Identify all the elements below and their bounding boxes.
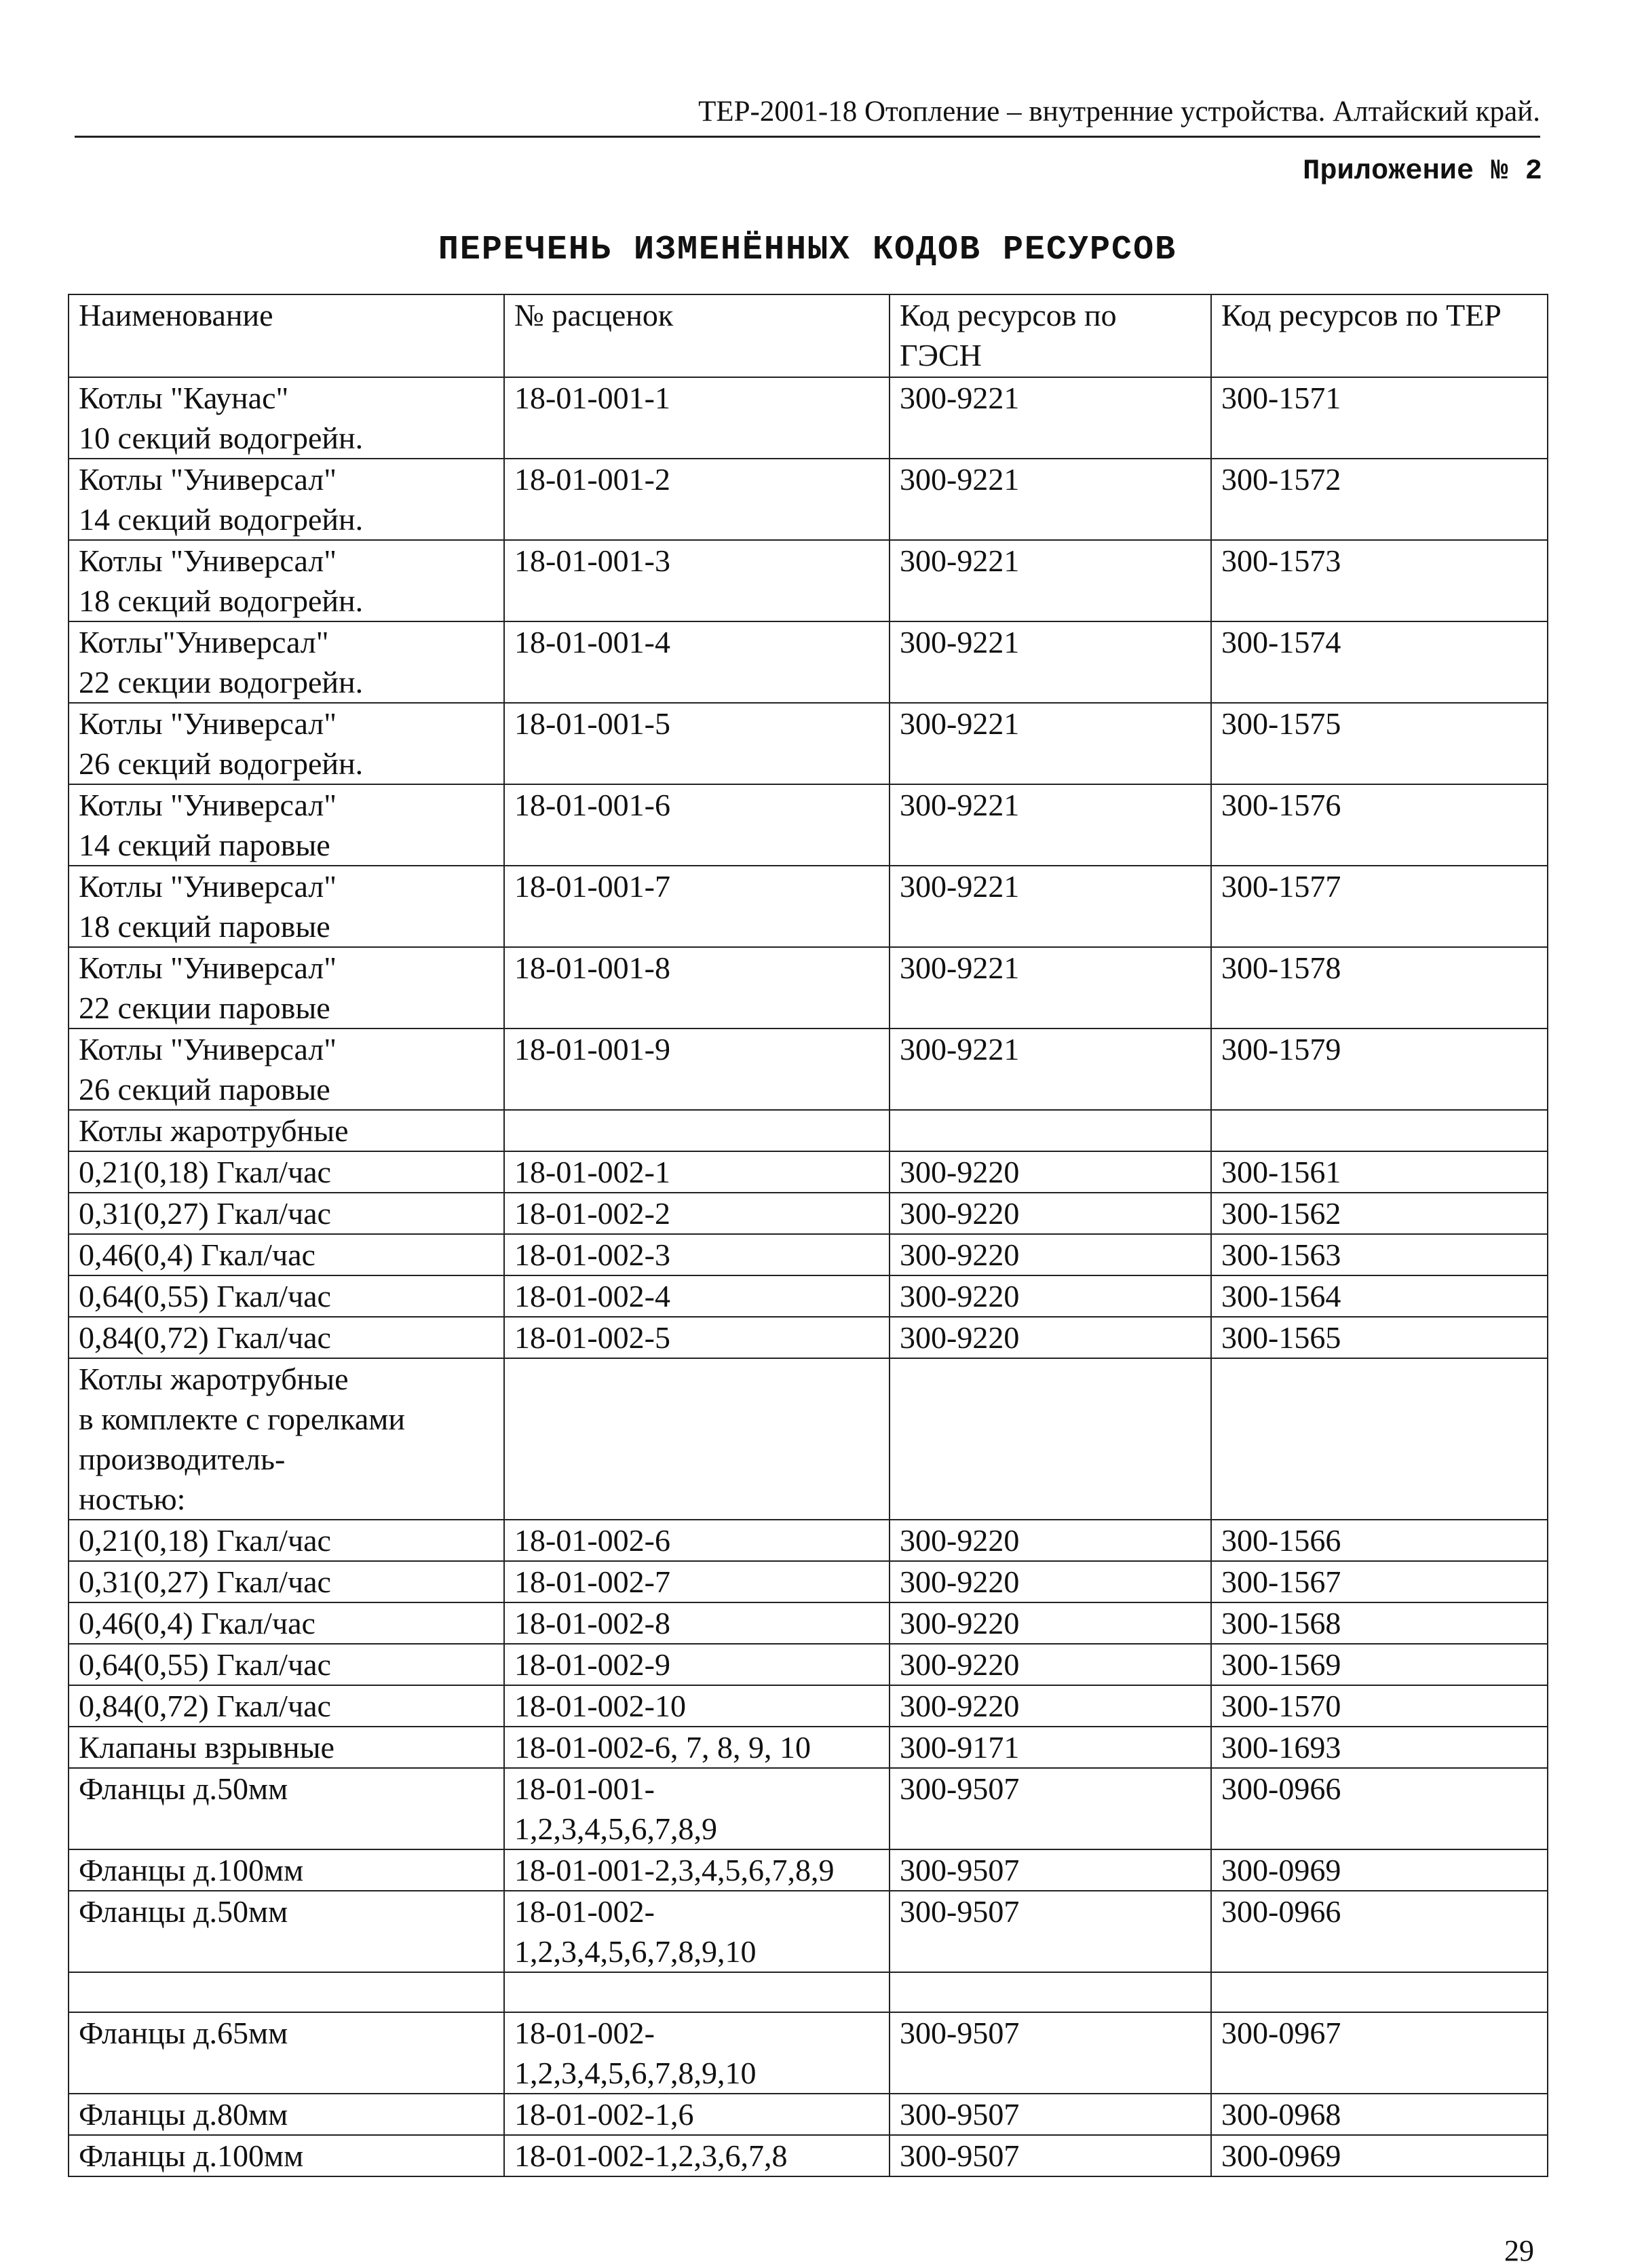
cell-name: Котлы "Каунас" 10 секций водогрейн. bbox=[69, 377, 504, 459]
cell-rate-number: 18-01-001-1 bbox=[504, 377, 890, 459]
table-row bbox=[69, 947, 1548, 1029]
cell-name: Фланцы д.65мм bbox=[69, 2012, 504, 2094]
cell-ter-code: 300-1572 bbox=[1211, 459, 1548, 540]
cell-name: Фланцы д.100мм bbox=[69, 2135, 504, 2176]
column-header-rate-number: № расценок bbox=[504, 294, 890, 377]
cell-ter-code: 300-1574 bbox=[1211, 621, 1548, 703]
cell-name: Котлы "Универсал" 26 секций водогрейн. bbox=[69, 703, 504, 784]
cell-gesn-code: 300-9221 bbox=[890, 621, 1211, 703]
cell-gesn-code: 300-9220 bbox=[890, 1234, 1211, 1275]
cell-ter-code: 300-1570 bbox=[1211, 1685, 1548, 1727]
cell-gesn-code: 300-9220 bbox=[890, 1151, 1211, 1193]
table-row bbox=[69, 1727, 1548, 1768]
cell-ter-code bbox=[1211, 1358, 1548, 1520]
table-row bbox=[69, 1317, 1548, 1358]
cell-gesn-code: 300-9220 bbox=[890, 1602, 1211, 1644]
cell-ter-code: 300-0966 bbox=[1211, 1891, 1548, 1972]
cell-rate-number: 18-01-001-8 bbox=[504, 947, 890, 1029]
cell-rate-number: 18-01-001-7 bbox=[504, 866, 890, 947]
cell-gesn-code: 300-9507 bbox=[890, 1768, 1211, 1849]
page-title: ПЕРЕЧЕНЬ ИЗМЕНЁННЫХ КОДОВ РЕСУРСОВ bbox=[438, 231, 1177, 269]
table-row bbox=[69, 1644, 1548, 1685]
cell-gesn-code: 300-9171 bbox=[890, 1727, 1211, 1768]
cell-name: Котлы "Универсал" 14 секций паровые bbox=[69, 784, 504, 866]
cell-ter-code: 300-1579 bbox=[1211, 1029, 1548, 1110]
cell-gesn-code: 300-9220 bbox=[890, 1317, 1211, 1358]
cell-ter-code: 300-1576 bbox=[1211, 784, 1548, 866]
cell-rate-number: 18-01-001-6 bbox=[504, 784, 890, 866]
cell-ter-code: 300-0967 bbox=[1211, 2012, 1548, 2094]
cell-name: 0,31(0,27) Гкал/час bbox=[69, 1193, 504, 1234]
cell-rate-number bbox=[504, 1358, 890, 1520]
cell-gesn-code: 300-9221 bbox=[890, 540, 1211, 621]
cell-ter-code: 300-1563 bbox=[1211, 1234, 1548, 1275]
table-row bbox=[69, 2135, 1548, 2176]
cell-gesn-code: 300-9220 bbox=[890, 1275, 1211, 1317]
cell-gesn-code: 300-9220 bbox=[890, 1644, 1211, 1685]
table-row bbox=[69, 866, 1548, 947]
cell-rate-number: 18-01-002-3 bbox=[504, 1234, 890, 1275]
cell-rate-number: 18-01-001-2 bbox=[504, 459, 890, 540]
table-body bbox=[69, 377, 1548, 2176]
cell-rate-number: 18-01-002-6, 7, 8, 9, 10 bbox=[504, 1727, 890, 1768]
cell-name: Фланцы д.50мм bbox=[69, 1891, 504, 1972]
cell-rate-number bbox=[504, 1972, 890, 2012]
cell-name: 0,64(0,55) Гкал/час bbox=[69, 1644, 504, 1685]
cell-ter-code: 300-1567 bbox=[1211, 1561, 1548, 1602]
cell-rate-number: 18-01-002-4 bbox=[504, 1275, 890, 1317]
cell-rate-number: 18-01-001-9 bbox=[504, 1029, 890, 1110]
cell-name: Фланцы д.50мм bbox=[69, 1768, 504, 1849]
header-rule bbox=[75, 95, 1540, 138]
cell-gesn-code: 300-9507 bbox=[890, 1849, 1211, 1891]
cell-name: Котлы "Универсал" 14 секций водогрейн. bbox=[69, 459, 504, 540]
cell-rate-number: 18-01-002-1,6 bbox=[504, 2094, 890, 2135]
cell-name: Котлы "Универсал" 18 секций паровые bbox=[69, 866, 504, 947]
cell-name: Фланцы д.80мм bbox=[69, 2094, 504, 2135]
table-row bbox=[69, 1849, 1548, 1891]
cell-ter-code: 300-1575 bbox=[1211, 703, 1548, 784]
cell-ter-code: 300-1569 bbox=[1211, 1644, 1548, 1685]
table-row bbox=[69, 1029, 1548, 1110]
cell-gesn-code: 300-9221 bbox=[890, 377, 1211, 459]
table-row bbox=[69, 459, 1548, 540]
table-header-row bbox=[69, 294, 1548, 377]
column-header-gesn-code: Код ресурсов по ГЭСН bbox=[890, 294, 1211, 377]
cell-rate-number: 18-01-002-1 bbox=[504, 1151, 890, 1193]
cell-rate-number: 18-01-002-9 bbox=[504, 1644, 890, 1685]
cell-name: Котлы "Универсал" 26 секций паровые bbox=[69, 1029, 504, 1110]
table-row bbox=[69, 1602, 1548, 1644]
cell-gesn-code: 300-9221 bbox=[890, 784, 1211, 866]
cell-gesn-code: 300-9220 bbox=[890, 1520, 1211, 1561]
cell-name: Клапаны взрывные bbox=[69, 1727, 504, 1768]
cell-ter-code: 300-1578 bbox=[1211, 947, 1548, 1029]
cell-name: 0,64(0,55) Гкал/час bbox=[69, 1275, 504, 1317]
cell-rate-number: 18-01-002- 1,2,3,4,5,6,7,8,9,10 bbox=[504, 1891, 890, 1972]
running-title: ТЕР-2001-18 Отопление – внутренние устройства. Алтайский край. bbox=[698, 96, 1540, 128]
table-row bbox=[69, 540, 1548, 621]
cell-name: Фланцы д.100мм bbox=[69, 1849, 504, 1891]
cell-name: Котлы "Универсал" 22 секции паровые bbox=[69, 947, 504, 1029]
column-header-name: Наименование bbox=[69, 294, 504, 377]
cell-name: 0,21(0,18) Гкал/час bbox=[69, 1520, 504, 1561]
cell-gesn-code: 300-9220 bbox=[890, 1561, 1211, 1602]
appendix-label: Приложение № 2 bbox=[1303, 155, 1542, 187]
cell-rate-number: 18-01-001-5 bbox=[504, 703, 890, 784]
cell-ter-code bbox=[1211, 1972, 1548, 2012]
cell-rate-number: 18-01-002-10 bbox=[504, 1685, 890, 1727]
cell-ter-code: 300-1693 bbox=[1211, 1727, 1548, 1768]
table-row bbox=[69, 1275, 1548, 1317]
cell-ter-code: 300-1577 bbox=[1211, 866, 1548, 947]
cell-ter-code: 300-1565 bbox=[1211, 1317, 1548, 1358]
table-row bbox=[69, 1110, 1548, 1151]
column-header-ter-code: Код ресурсов по ТЕР bbox=[1211, 294, 1548, 377]
table-row bbox=[69, 1891, 1548, 1972]
resource-codes-table bbox=[68, 294, 1548, 2177]
cell-name: 0,46(0,4) Гкал/час bbox=[69, 1602, 504, 1644]
cell-rate-number: 18-01-001-2,3,4,5,6,7,8,9 bbox=[504, 1849, 890, 1891]
cell-rate-number: 18-01-002-1,2,3,6,7,8 bbox=[504, 2135, 890, 2176]
cell-gesn-code: 300-9221 bbox=[890, 947, 1211, 1029]
table-row bbox=[69, 1685, 1548, 1727]
cell-name: Котлы жаротрубные в комплекте с горелками производитель- ностью: bbox=[69, 1358, 504, 1520]
cell-name: 0,21(0,18) Гкал/час bbox=[69, 1151, 504, 1193]
cell-rate-number: 18-01-002- 1,2,3,4,5,6,7,8,9,10 bbox=[504, 2012, 890, 2094]
table-row bbox=[69, 784, 1548, 866]
table-row bbox=[69, 2094, 1548, 2135]
cell-ter-code: 300-1573 bbox=[1211, 540, 1548, 621]
cell-ter-code bbox=[1211, 1110, 1548, 1151]
table-row bbox=[69, 1193, 1548, 1234]
cell-gesn-code: 300-9220 bbox=[890, 1685, 1211, 1727]
cell-rate-number bbox=[504, 1110, 890, 1151]
table-row bbox=[69, 377, 1548, 459]
cell-gesn-code: 300-9507 bbox=[890, 2135, 1211, 2176]
cell-name: Котлы жаротрубные bbox=[69, 1110, 504, 1151]
cell-ter-code: 300-1564 bbox=[1211, 1275, 1548, 1317]
cell-gesn-code: 300-9221 bbox=[890, 1029, 1211, 1110]
cell-ter-code: 300-1568 bbox=[1211, 1602, 1548, 1644]
cell-name: Котлы"Универсал" 22 секции водогрейн. bbox=[69, 621, 504, 703]
table-row bbox=[69, 703, 1548, 784]
cell-ter-code: 300-1562 bbox=[1211, 1193, 1548, 1234]
cell-ter-code: 300-1571 bbox=[1211, 377, 1548, 459]
cell-ter-code: 300-0968 bbox=[1211, 2094, 1548, 2135]
table-row bbox=[69, 1234, 1548, 1275]
cell-gesn-code bbox=[890, 1110, 1211, 1151]
cell-rate-number: 18-01-001- 1,2,3,4,5,6,7,8,9 bbox=[504, 1768, 890, 1849]
cell-ter-code: 300-0966 bbox=[1211, 1768, 1548, 1849]
cell-rate-number: 18-01-002-8 bbox=[504, 1602, 890, 1644]
cell-gesn-code: 300-9221 bbox=[890, 866, 1211, 947]
cell-gesn-code: 300-9507 bbox=[890, 1891, 1211, 1972]
table-row bbox=[69, 2012, 1548, 2094]
cell-rate-number: 18-01-002-6 bbox=[504, 1520, 890, 1561]
cell-ter-code: 300-1566 bbox=[1211, 1520, 1548, 1561]
table-row bbox=[69, 1768, 1548, 1849]
table-row bbox=[69, 1972, 1548, 2012]
cell-name: 0,84(0,72) Гкал/час bbox=[69, 1317, 504, 1358]
table-row bbox=[69, 1151, 1548, 1193]
table-row bbox=[69, 1561, 1548, 1602]
cell-name: 0,46(0,4) Гкал/час bbox=[69, 1234, 504, 1275]
cell-ter-code: 300-0969 bbox=[1211, 2135, 1548, 2176]
cell-gesn-code: 300-9507 bbox=[890, 2094, 1211, 2135]
cell-gesn-code: 300-9507 bbox=[890, 2012, 1211, 2094]
table-row bbox=[69, 621, 1548, 703]
cell-rate-number: 18-01-001-4 bbox=[504, 621, 890, 703]
cell-rate-number: 18-01-002-2 bbox=[504, 1193, 890, 1234]
cell-gesn-code: 300-9221 bbox=[890, 459, 1211, 540]
cell-gesn-code: 300-9220 bbox=[890, 1193, 1211, 1234]
cell-name: Котлы "Универсал" 18 секций водогрейн. bbox=[69, 540, 504, 621]
cell-name: 0,31(0,27) Гкал/час bbox=[69, 1561, 504, 1602]
cell-gesn-code bbox=[890, 1358, 1211, 1520]
cell-ter-code: 300-1561 bbox=[1211, 1151, 1548, 1193]
cell-rate-number: 18-01-002-7 bbox=[504, 1561, 890, 1602]
cell-rate-number: 18-01-001-3 bbox=[504, 540, 890, 621]
cell-name: 0,84(0,72) Гкал/час bbox=[69, 1685, 504, 1727]
table-row bbox=[69, 1520, 1548, 1561]
cell-rate-number: 18-01-002-5 bbox=[504, 1317, 890, 1358]
table-row bbox=[69, 1358, 1548, 1520]
page-number: 29 bbox=[1504, 2234, 1534, 2267]
cell-gesn-code bbox=[890, 1972, 1211, 2012]
cell-gesn-code: 300-9221 bbox=[890, 703, 1211, 784]
cell-name bbox=[69, 1972, 504, 2012]
cell-ter-code: 300-0969 bbox=[1211, 1849, 1548, 1891]
